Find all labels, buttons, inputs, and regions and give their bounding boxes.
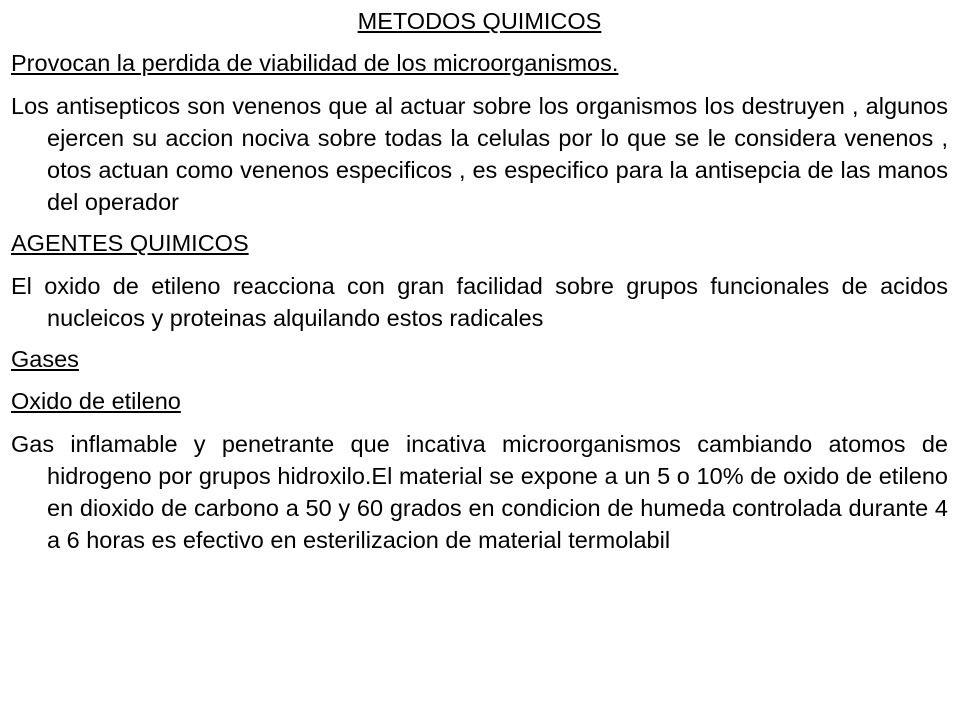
paragraph-oxido-etileno: El oxido de etileno reacciona con gran facilidad sobre grupos funcionales de acidos nucleicos y proteinas alquilando estos radicales xyxy=(11,273,948,331)
slide-subtitle: Provocan la perdida de viabilidad de los microorganismos. xyxy=(11,50,619,76)
paragraph-gas-inflamable: Gas inflamable y penetrante que incativa microorganismos cambiando atomos de hidrogeno por grupos hidroxilo.El material se expone a un 5 o 10% de oxido de etileno en dioxido de carbono a 50 y 60 grados en condicion de humeda controlada durante 4 a 6 horas es efectivo en esterilizacion de material termolabil xyxy=(11,431,948,553)
paragraph-antisepticos: Los antisepticos son venenos que al actuar sobre los organismos los destruyen , algunos ejercen su accion nociva sobre todas la celulas por lo que se le considera venenos , otos actuan como venenos especificos , es especifico para la antisepcia de las manos del operador xyxy=(11,93,948,215)
slide-content xyxy=(11,6,948,566)
heading-agentes-quimicos: AGENTES QUIMICOS xyxy=(11,230,249,256)
heading-gases: Gases xyxy=(11,346,79,372)
heading-oxido-de-etileno: Oxido de etileno xyxy=(11,388,181,414)
slide-title: METODOS QUIMICOS xyxy=(357,8,602,34)
